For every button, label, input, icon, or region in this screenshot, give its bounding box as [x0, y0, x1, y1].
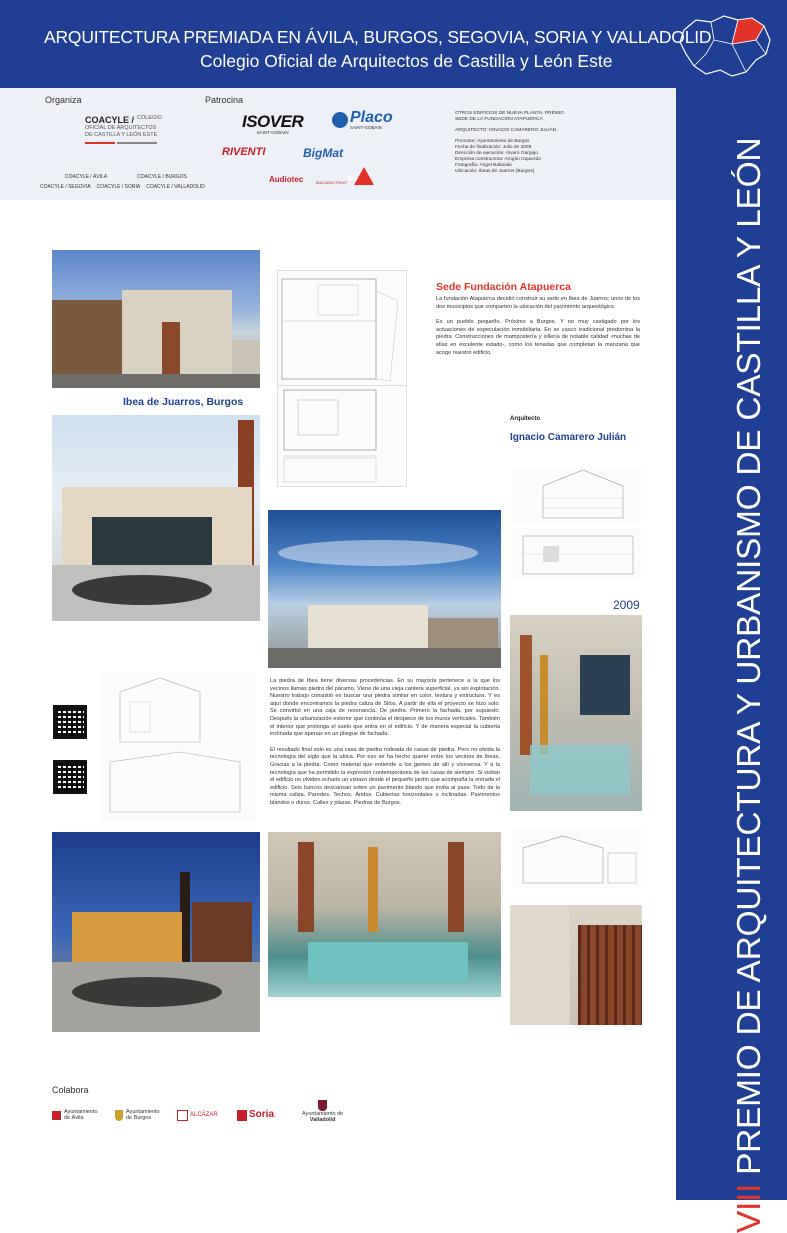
section-drawings	[100, 672, 255, 822]
body-paragraph-1: La piedra de Ibea tiene diversas procedencias. En su mayoría pertenece a la que los vecinos llamas piedra del páramo. Viene de una vieja cantera superficial, ya sin explotación. Nuestro trabajo consistió en buscar una piedra similar en color, textura y estructura. Y es aquí donde encontramos la piedra caliza de Silos. A partir de ella el proyecto se hizo solo. Se convirtió en una caja de resonancia. De piedra. Primero la fachada, por supuesto. Después la urbanización exterior que continúa el despiece de los muros verticales. También el interior que prolonga el suelo que entra en el edificio. Y de manera especial la cubierta inclinada que apenas en un pliegue de fachada.	[270, 678, 500, 738]
avila-l1: Ayuntamiento	[64, 1109, 98, 1115]
logo-alcazar	[177, 1104, 218, 1126]
qr-code-2[interactable]	[53, 760, 87, 794]
valladolid-shield-icon	[318, 1100, 327, 1111]
credits-date: Fecha de finalización: Julio de 2009	[455, 145, 532, 150]
intro-paragraph-2: Es un pueblo pequeño. Próximo a Burgos. Y no muy castigado por los actuaciones de especulación inmobiliaria. En se casco tradicional predomina la piedra. Construcciones de mampostería y sillería de notable calidad -muchas de ellas en excelente estado-, como los tenadas que completan la manzana que acoge nuestro edificio.	[436, 319, 640, 356]
corten-detail-photo	[510, 905, 642, 1025]
patrocina-label: Patrocina	[205, 95, 244, 105]
project-location: Ibea de Juarros, Burgos	[123, 396, 244, 408]
logo-ayuntamiento-avila	[52, 1104, 98, 1126]
delegation-avila: COACYLE / ÁVILA	[65, 174, 108, 180]
alcazar-icon	[177, 1110, 188, 1121]
logo-ayuntamiento-burgos	[115, 1104, 160, 1126]
qr-code-1[interactable]	[53, 705, 87, 739]
elevation-2	[513, 528, 641, 578]
burgos-l1: Ayuntamiento	[126, 1109, 160, 1115]
coacyle-sub1: COLEGIO	[137, 115, 163, 121]
architect-label: Arquitecto	[510, 416, 540, 422]
isover-sub: SAINT-GOBAIN	[256, 130, 289, 135]
valladolid-l1: Ayuntamiento de	[302, 1111, 344, 1117]
alcazar-text: ALCÁZAR	[190, 1112, 218, 1118]
interior-water-photo	[268, 832, 501, 997]
logo-ayuntamiento-valladolid	[302, 1100, 343, 1130]
valladolid-l2: Valladolid	[309, 1117, 336, 1123]
edition-number: VIII	[731, 1183, 768, 1233]
award-name: PREMIO DE ARQUITECTURA Y URBANISMO DE CASTILLA Y LEÓN	[731, 137, 768, 1184]
avila-emblem-icon	[52, 1111, 61, 1120]
organiza-label: Organiza	[45, 95, 82, 105]
placo-sub: SAINT-GOBAIN	[350, 125, 383, 130]
placo-logo	[332, 109, 393, 130]
credits-promotor: Promotor: Ayuntamiento de Burgos	[455, 139, 530, 144]
floor-plan-2	[277, 385, 407, 487]
sika-sub: BUILDING TRUST	[316, 181, 348, 185]
credits-architect: ARQUITECTO: IGNACIO CAMARERO JULIÁN	[455, 128, 557, 133]
vertical-title	[676, 88, 787, 1233]
facade-tower-photo	[52, 415, 260, 621]
credits-category1: OTROS EDIFICIOS DE NUEVA PLANTA. PREMIO	[455, 111, 564, 116]
soria-icon	[237, 1110, 247, 1121]
night-exterior-photo	[52, 832, 260, 1032]
coacyle-main-text: COACYLE /	[85, 115, 135, 125]
soria-text: Soria	[249, 1109, 275, 1120]
colabora-label: Colabora	[52, 1085, 89, 1095]
coacyle-sub3: DE CASTILLA Y LEÓN ESTE	[85, 131, 158, 138]
credits-location: Ubicación: Ibeas de Juarros (Burgos)	[455, 169, 535, 174]
riventi-logo: RIVENTI	[222, 146, 266, 158]
credits-direction: Dirección de ejecución: Álvaro Gargajo	[455, 151, 538, 156]
intro-paragraph-1: La fundación Atapuerca decidió construir su sede en Ibea de Juarros; unos de los dos municipios que comparten la ubicación del yacimiento arqueológico.	[436, 296, 640, 310]
coacyle-sub2: OFICIAL DE ARQUITECTOS	[85, 125, 157, 131]
building-section	[513, 828, 641, 888]
audiotec-logo: Audiotec	[269, 175, 304, 184]
project-title: Sede Fundación Atapuerca	[436, 281, 571, 293]
burgos-shield-icon	[115, 1110, 123, 1121]
castilla-leon-map-icon	[676, 10, 776, 82]
credits-builder: Empresa constructora: Arogán Izquierdo	[455, 157, 541, 162]
sika-text: Sika	[347, 176, 358, 182]
logo-soria	[237, 1104, 274, 1126]
credits-photo: Fotografía: Ángel Baltanás	[455, 163, 512, 168]
page-title: ARQUITECTURA PREMIADA EN ÁVILA, BURGOS, SEGOVIA, SORIA Y VALLADOLID	[44, 27, 712, 47]
placo-text: Placo	[350, 109, 393, 126]
interior-columns-photo	[510, 615, 642, 811]
delegation-burgos: COACYLE / BURGOS	[137, 174, 187, 180]
globe-icon	[332, 112, 348, 128]
delegations-list	[40, 172, 205, 192]
project-year: 2009	[613, 598, 640, 612]
elevation-1	[513, 468, 641, 523]
isover-text: ISOVER	[242, 112, 304, 131]
bigmat-logo: BigMat	[303, 146, 343, 160]
burgos-l2: de Burgos	[126, 1115, 152, 1121]
project-description	[270, 678, 500, 808]
floor-plan-1	[277, 270, 407, 387]
isover-logo	[242, 112, 303, 135]
credits-block	[455, 111, 564, 175]
architect-name: Ignacio Camarero Julián	[510, 432, 627, 443]
credits-category2: SEDE DE LA FUNDACIÓN ATAPUERCA	[455, 117, 543, 122]
body-paragraph-2: El resultado final solo es una casa de piedra rodeada de casas de piedra. Pero no olvida la tecnología del siglo que la ubica. Por eso se ha hecho querer entre los vecinos de Ibeas. Gracias a la piedra. Como material que entiende a los gentes de allí y viceversa. Y a la tecnología que ha permitido la expresión contemporánea de las casas de siempre. Si visitan el edificio no olviden echarle un vistazo desde el pequeño jardín que acompaña la entrada el edificio. Seis bancos descansan sobre un pavimento blando que invita al pase. Todo de la misma caliza. Paredes. Techos. Áridos. Cubiertas horizontales o inclinadas. Pavimentos blandos o duros. Calles y plazas. Piedras de Burgos.	[270, 746, 500, 806]
coacyle-logo	[85, 115, 162, 144]
delegation-soria: COACYLE / SORIA	[96, 184, 141, 190]
page-subtitle: Colegio Oficial de Arquitectos de Castilla y León Este	[200, 51, 613, 71]
exterior-sky-photo	[268, 510, 501, 668]
delegation-segovia: COACYLE / SEGOVIA	[40, 184, 91, 190]
exterior-street-photo	[52, 250, 260, 388]
delegation-valladolid: COACYLE / VALLADOLID	[146, 184, 205, 190]
sika-logo	[316, 167, 374, 185]
project-intro	[436, 296, 640, 357]
avila-l2: de Ávila	[64, 1115, 84, 1121]
